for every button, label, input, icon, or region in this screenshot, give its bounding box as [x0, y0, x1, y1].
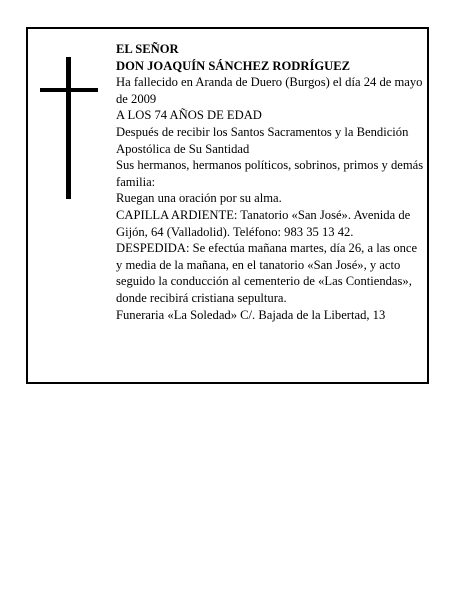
- age-line: A LOS 74 AÑOS DE EDAD: [116, 108, 262, 123]
- deceased-name: DON JOAQUÍN SÁNCHEZ RODRÍGUEZ: [116, 58, 351, 73]
- farewell-line: DESPEDIDA: Se efectúa mañana martes, día 26, a las once y media de la mañana, en el tanatorio «San José», y acto seguido la conducción al cementerio de «Las Contiendas», donde recibirá cristiana sepultura.: [116, 241, 418, 305]
- funeral-home-line: Funeraria «La Soledad» C/. Bajada de la Libertad, 13: [116, 307, 386, 322]
- obituary-notice: [26, 27, 429, 384]
- notice-title-line1: EL SEÑOR: [116, 42, 179, 56]
- prayer-line: Ruegan una oración por su alma.: [116, 191, 282, 206]
- cross-icon: [40, 57, 100, 199]
- sacraments-line: Después de recibir los Santos Sacramentos y la Bendición Apostólica de Su Santidad: [116, 124, 409, 156]
- death-details: Ha fallecido en Aranda de Duero (Burgos) el día 24 de mayo de 2009: [116, 75, 423, 106]
- family-line: Sus hermanos, hermanos políticos, sobrinos, primos y demás familia:: [116, 158, 424, 189]
- cross-horizontal-bar: [40, 88, 98, 92]
- cross-vertical-bar: [66, 57, 71, 199]
- chapel-line: CAPILLA ARDIENTE: Tanatorio «San José». Avenida de Gijón, 64 (Valladolid). Teléfono: 983 35 13 42.: [116, 207, 411, 239]
- notice-body: [116, 41, 426, 323]
